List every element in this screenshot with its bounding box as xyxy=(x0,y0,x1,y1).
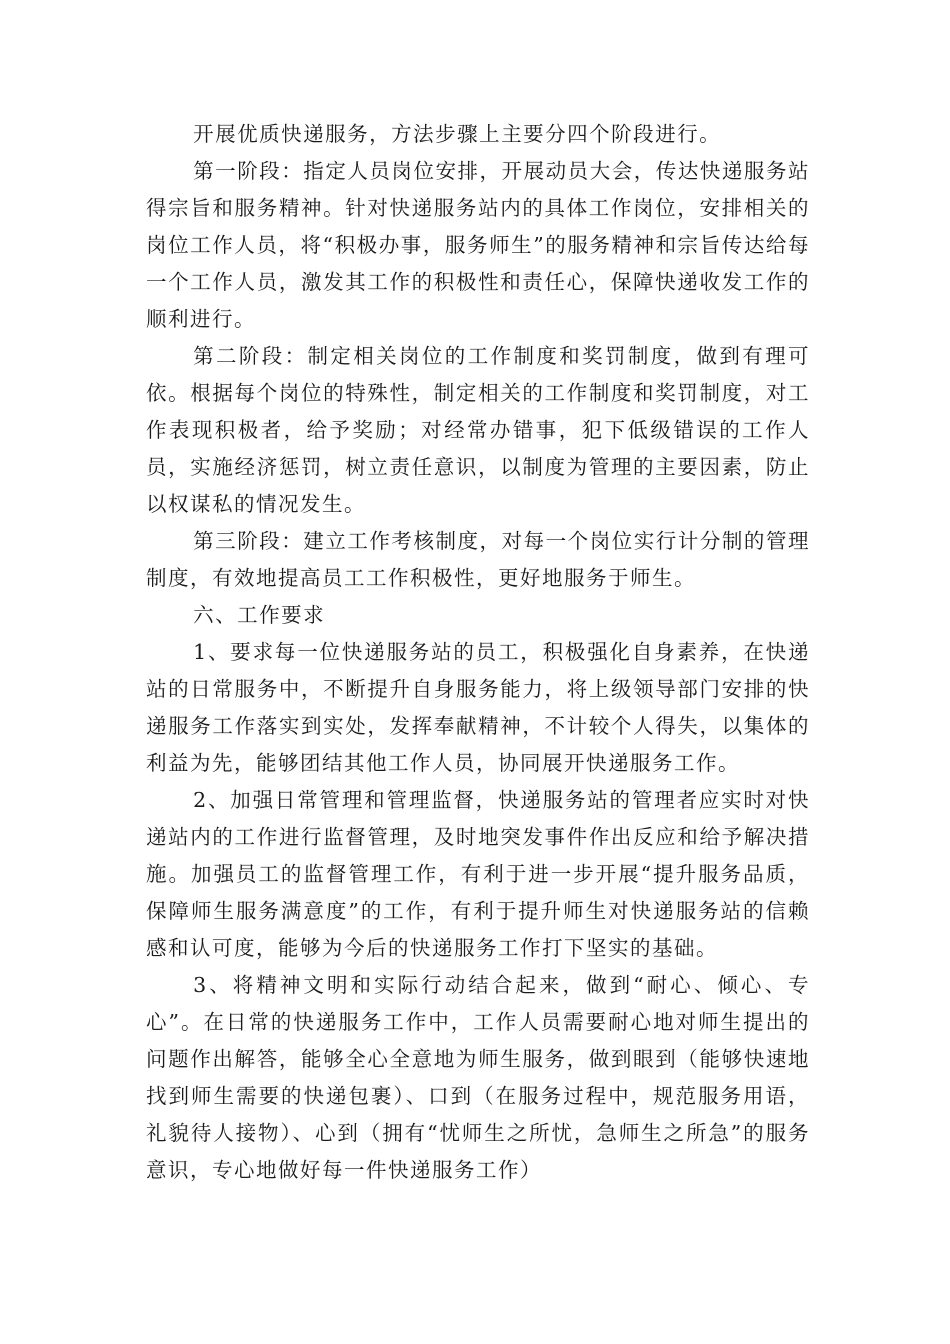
paragraph-stage-one: 第一阶段：指定人员岗位安排，开展动员大会，传达快递服务站得宗旨和服务精神。针对快递服务站内的具体工作岗位，安排相关的岗位工作人员，将“积极办事，服务师生”的服务精神和宗旨传达给每一个工作人员，激发其工作的积极性和责任心，保障快递收发工作的顺利进行。 xyxy=(146,159,810,331)
paragraph-requirement-2: 2、加强日常管理和管理监督，快递服务站的管理者应实时对快递站内的工作进行监督管理，及时地突发事件作出反应和给予解决措施。加强员工的监督管理工作，有利于进一步开展“提升服务品质，保障师生服务满意度”的工作，有利于提升师生对快递服务站的信赖感和认可度，能够为今后的快递服务工作打下坚实的基础。 xyxy=(146,788,810,960)
document-body xyxy=(146,116,810,1189)
paragraph-requirement-1: 1、要求每一位快递服务站的员工，积极强化自身素养，在快递站的日常服务中，不断提升自身服务能力，将上级领导部门安排的快递服务工作落实到实处，发挥奉献精神，不计较个人得失，以集体的利益为先，能够团结其他工作人员，协同展开快递服务工作。 xyxy=(146,640,810,775)
paragraph-stage-two: 第二阶段：制定相关岗位的工作制度和奖罚制度，做到有理可依。根据每个岗位的特殊性，制定相关的工作制度和奖罚制度，对工作表现积极者，给予奖励；对经常办错事，犯下低级错误的工作人员，实施经济惩罚，树立责任意识，以制度为管理的主要因素，防止以权谋私的情况发生。 xyxy=(146,344,810,516)
paragraph-intro: 开展优质快递服务，方法步骤上主要分四个阶段进行。 xyxy=(193,122,722,146)
paragraph-stage-three: 第三阶段：建立工作考核制度，对每一个岗位实行计分制的管理制度，有效地提高员工工作积极性，更好地服务于师生。 xyxy=(146,529,810,590)
section-heading-work-requirements: 六、工作要求 xyxy=(193,603,326,627)
paragraph-requirement-3: 3、将精神文明和实际行动结合起来，做到“耐心、倾心、专心”。在日常的快递服务工作中，工作人员需要耐心地对师生提出的问题作出解答，能够全心全意地为师生服务，做到眼到（能够快速地找到师生需要的快递包裹）、口到（在服务过程中，规范服务用语，礼貌待人接物）、心到（拥有“忧师生之所忧，急师生之所急”的服务意识，专心地做好每一件快递服务工作） xyxy=(146,973,810,1182)
